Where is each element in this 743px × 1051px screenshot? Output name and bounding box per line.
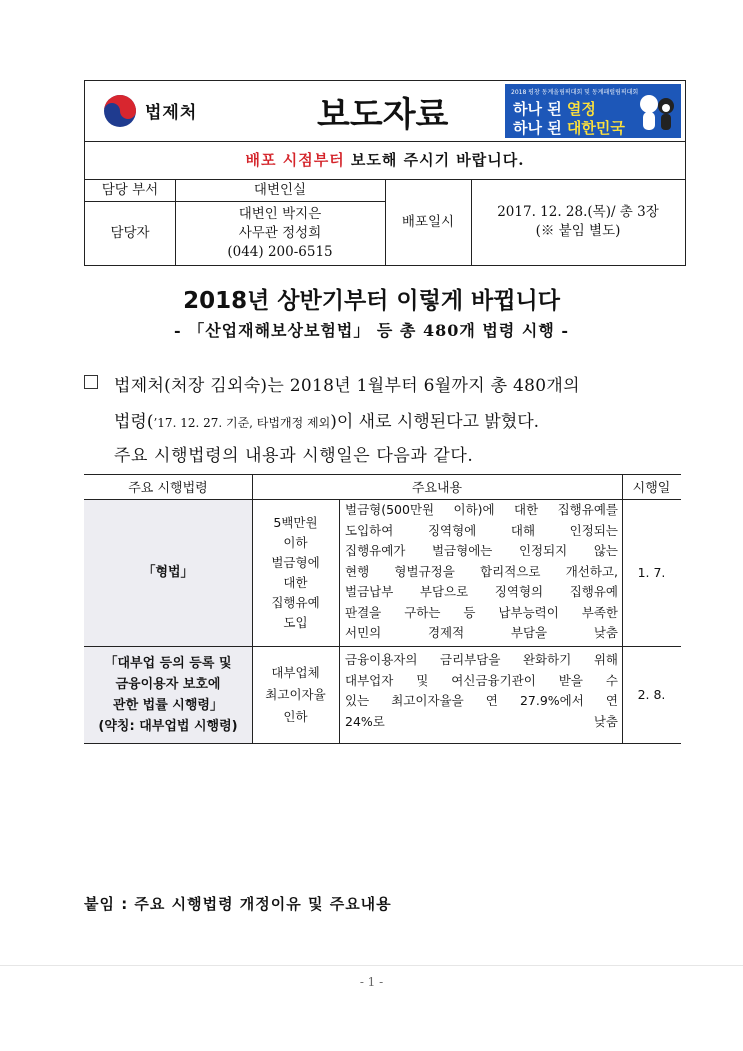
para-line2-note: ’17. 12. 27. 기준, 타법개정 제외 — [153, 416, 331, 430]
law-line: 「대부업 등의 등록 및 — [104, 655, 232, 671]
desc-line: 금융이용자의 금리부담을 완화하기 위해 — [345, 652, 618, 667]
release-date: 2017. 12. 28.(목)/ 총 3장 — [497, 204, 659, 220]
col-header-content: 주요내용 — [411, 481, 463, 496]
mascot-icon — [637, 90, 677, 136]
doc-type-title: 보도자료 — [317, 95, 449, 135]
topic-line: 대부업체 — [271, 664, 320, 680]
desc-line: 집행유예가 벌금형에는 인정되지 않는 — [345, 543, 618, 558]
org-name: 법제처 — [145, 103, 198, 123]
banner-line2-highlight: 대한민국 — [566, 119, 625, 137]
laws-table — [84, 474, 681, 744]
desc-line: 대부업자 및 여신금융기관이 받을 수 — [345, 672, 618, 688]
desc-line: 도입하여 징역형에 대해 인정되는 — [345, 522, 618, 538]
olympic-banner — [505, 84, 681, 138]
desc-line: 24%로 낮춤 — [345, 713, 618, 729]
notice-highlight: 배포 시점부터 — [245, 151, 345, 169]
contact-label: 담당자 — [110, 224, 150, 241]
table-row-2-desc — [339, 650, 622, 732]
banner-line1-prefix: 하나 된 — [513, 100, 567, 118]
topic-line: 5백만원 — [273, 514, 318, 530]
paragraph-line-2 — [114, 407, 684, 432]
page-title: 2018년 상반기부터 이렇게 바뀝니다 — [183, 288, 560, 314]
contact-value — [175, 201, 385, 265]
table-row-1-law: 「형법」 — [142, 565, 194, 580]
para-line2-b: )이 새로 시행된다고 밝혔다. — [330, 412, 540, 432]
desc-line: 서민의 경제적 부담을 낮춤 — [345, 625, 618, 640]
release-notice — [85, 149, 685, 170]
para-line2-a: 법령( — [114, 412, 154, 432]
attachment-note: 붙임 : 주요 시행법령 개정이유 및 주요내용 — [84, 895, 392, 913]
table-row-2-topic — [252, 646, 339, 743]
topic-line: 대한 — [283, 574, 308, 590]
col-header-date: 시행일 — [632, 481, 671, 496]
banner-line-2 — [513, 117, 625, 138]
dept-label: 담당 부서 — [101, 181, 159, 198]
topic-line: 인하 — [283, 708, 308, 724]
paragraph-line-1: 법제처(처장 김외숙)는 2018년 1월부터 6월까지 총 480개의 — [114, 376, 580, 396]
desc-line: 벌금형(500만원 이하)에 대한 집행유예를 — [345, 502, 618, 517]
desc-line: 있는 최고이자율을 연 27.9%에서 연 — [345, 693, 618, 708]
table-row-2-date: 2. 8. — [637, 686, 666, 702]
banner-line-1 — [513, 98, 596, 119]
table-row-1-date: 1. 7. — [637, 564, 666, 580]
topic-line: 최고이자율 — [265, 686, 326, 702]
banner-small-text: 2018 평창 동계올림픽대회 및 동계패럴림픽대회 — [511, 89, 639, 96]
header-info-row — [85, 179, 685, 265]
topic-line: 집행유예 — [271, 594, 320, 610]
contact-line-2: 사무관 정성희 — [238, 224, 322, 241]
topic-line: 이하 — [283, 534, 308, 550]
paragraph-line-3: 주요 시행법령의 내용과 시행일은 다음과 같다. — [114, 446, 474, 466]
banner-line1-highlight: 열정 — [566, 100, 596, 118]
desc-line: 벌금납부 부담으로 징역형의 집행유예 — [345, 584, 618, 599]
table-row-2-law — [84, 646, 252, 743]
banner-line2-prefix: 하나 된 — [513, 119, 567, 137]
table-row-1-desc — [339, 500, 622, 644]
notice-text: 보도해 주시기 바랍니다. — [344, 151, 525, 169]
law-line: 금융이용자 보호에 — [115, 676, 221, 692]
page-number: - 1 - — [359, 975, 384, 989]
press-release-header — [84, 80, 686, 266]
page-subtitle: - 「산업재해보상보험법」 등 총 480개 법령 시행 - — [174, 321, 569, 340]
bullet-box-icon — [84, 375, 98, 389]
header-notice-row — [85, 141, 685, 180]
topic-line: 도입 — [283, 614, 308, 630]
table-row-1-topic — [252, 499, 339, 646]
release-label: 배포일시 — [401, 213, 455, 230]
taegeuk-logo-icon — [103, 94, 137, 128]
desc-line: 현행 형벌규정을 합리적으로 개선하고, — [345, 563, 618, 579]
col-header-law: 주요 시행법령 — [128, 481, 208, 496]
dept-value: 대변인실 — [253, 181, 307, 198]
desc-line: 판결을 구하는 등 납부능력이 부족한 — [345, 604, 618, 620]
release-value — [471, 179, 685, 265]
law-line: 관한 법률 시행령」 — [113, 697, 223, 713]
topic-line: 벌금형에 — [271, 554, 320, 570]
footer-divider — [0, 965, 743, 966]
contact-line-1: 대변인 박지은 — [238, 205, 322, 222]
header-top-row — [85, 81, 685, 142]
contact-phone: (044) 200-6515 — [227, 243, 333, 260]
law-line: (약칭: 대부업법 시행령) — [98, 718, 238, 734]
release-note: (※ 붙임 별도) — [535, 223, 621, 239]
